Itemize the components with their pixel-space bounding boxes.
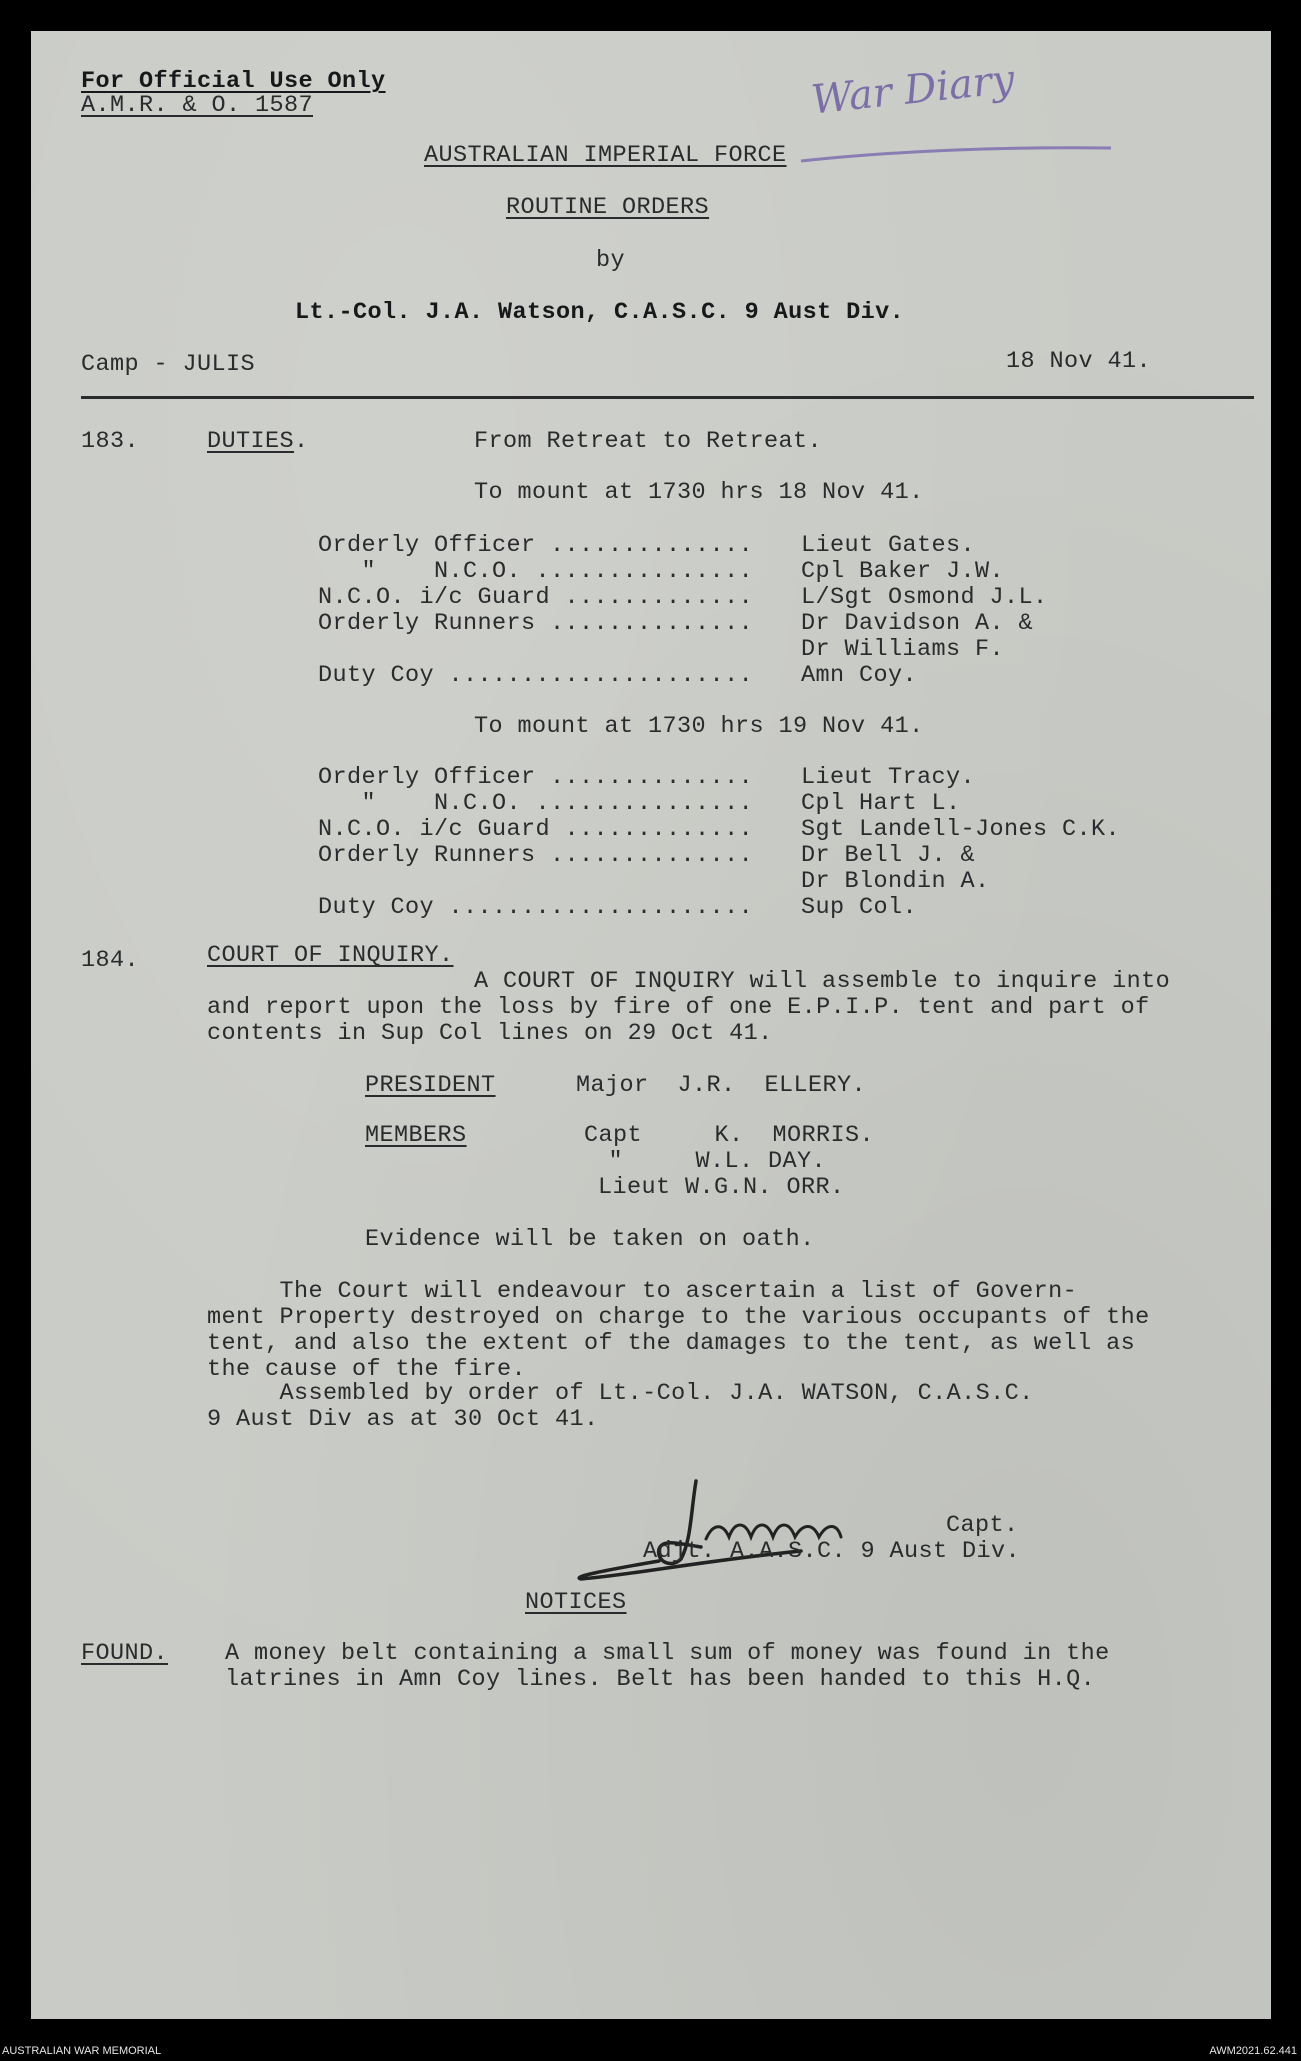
item-183-heading [207,429,309,455]
official-use-label: For Official Use Only [81,68,386,95]
day1-name: Cpl Baker J.W. [801,558,1005,585]
header-divider [81,396,1254,399]
reference-number: A.M.R. & O. 1587 [81,92,314,119]
day1-mount-time: To mount at 1730 hrs 18 Nov 41. [474,479,924,506]
document-title: AUSTRALIAN IMPERIAL FORCE [424,142,787,169]
inquiry-paragraph-line: ment Property destroyed on charge to the various occupants of the [207,1304,1150,1331]
inquiry-body-line: and report upon the loss by fire of one E.P.I.P. tent and part of [207,994,1150,1021]
signatory-rank: Capt. [946,1512,1019,1539]
duty-period: From Retreat to Retreat. [474,428,823,455]
duties-heading-text: DUTIES [207,428,295,455]
camp-name: Camp - JULIS [81,351,256,378]
archive-credit: AUSTRALIAN WAR MEMORIAL [2,2045,162,2057]
handwritten-note: War Diary [809,56,1017,124]
president-label: PRESIDENT [365,1072,496,1099]
found-text-line: A money belt containing a small sum of money was found in the [225,1640,1110,1667]
day1-role: Duty Coy ..................... [318,662,754,689]
member-entry: Lieut W.G.N. ORR. [598,1174,845,1201]
day2-name: Sup Col. [801,894,918,921]
court-of-inquiry-heading: COURT OF INQUIRY. [207,942,454,969]
document-date: 18 Nov 41. [1006,348,1152,375]
members-label: MEMBERS [365,1122,467,1149]
day1-role: " N.C.O. ............... [318,558,754,585]
president-name: Major J.R. ELLERY. [576,1072,867,1099]
document-subtitle: ROUTINE ORDERS [506,194,710,221]
inquiry-paragraph-line: tent, and also the extent of the damages to the tent, as well as [207,1330,1136,1357]
item-184-number: 184. [81,947,140,974]
day2-role: Orderly Officer .............. [318,764,754,791]
found-label: FOUND. [81,1640,169,1667]
day1-name: Dr Davidson A. & [801,610,1034,637]
duties-heading-dot: . [294,428,309,455]
member-entry: " W.L. DAY. [594,1148,827,1175]
day2-role: Duty Coy ..................... [318,894,754,921]
item-183-number: 183. [81,428,140,455]
day1-role: N.C.O. i/c Guard ............. [318,584,754,611]
member-entry: Capt K. MORRIS. [584,1122,875,1149]
day1-name: Amn Coy. [801,662,918,689]
day2-name: Dr Blondin A. [801,868,990,895]
inquiry-body-line: A COURT OF INQUIRY will assemble to inquire into [474,968,1171,995]
day1-role: Orderly Officer .............. [318,532,754,559]
day2-role: " N.C.O. ............... [318,790,754,817]
day2-name: Dr Bell J. & [801,842,976,869]
day2-name: Sgt Landell-Jones C.K. [801,816,1121,843]
handwritten-stroke [791,106,1121,176]
day1-name: Lieut Gates. [801,532,976,559]
notices-heading: NOTICES [525,1589,627,1616]
inquiry-paragraph-line: The Court will endeavour to ascertain a list of Govern- [207,1278,1078,1305]
found-text-line: latrines in Amn Coy lines. Belt has been handed to this H.Q. [225,1666,1096,1693]
inquiry-paragraph-line: the cause of the fire. [207,1356,527,1383]
day2-name: Cpl Hart L. [801,790,961,817]
day1-role: Orderly Runners .............. [318,610,754,637]
inquiry-body-line: contents in Sup Col lines on 29 Oct 41. [207,1020,773,1047]
inquiry-paragraph-line: Assembled by order of Lt.-Col. J.A. WATSON, C.A.S.C. [207,1380,1034,1407]
day2-role: Orderly Runners .............. [318,842,754,869]
day2-mount-time: To mount at 1730 hrs 19 Nov 41. [474,713,924,740]
day2-name: Lieut Tracy. [801,764,976,791]
evidence-note: Evidence will be taken on oath. [365,1226,815,1253]
archive-reference: AWM2021.62.441 [1209,2045,1297,2057]
day1-name: L/Sgt Osmond J.L. [801,584,1048,611]
inquiry-paragraph-line: 9 Aust Div as at 30 Oct 41. [207,1406,599,1433]
day2-role: N.C.O. i/c Guard ............. [318,816,754,843]
signatory-appointment: Adjt. A.A.S.C. 9 Aust Div. [643,1538,1021,1565]
by-line: by [596,247,626,274]
document-page [31,31,1271,2019]
day1-name: Dr Williams F. [801,636,1005,663]
issuing-officer: Lt.-Col. J.A. Watson, C.A.S.C. 9 Aust Div. [295,299,905,326]
